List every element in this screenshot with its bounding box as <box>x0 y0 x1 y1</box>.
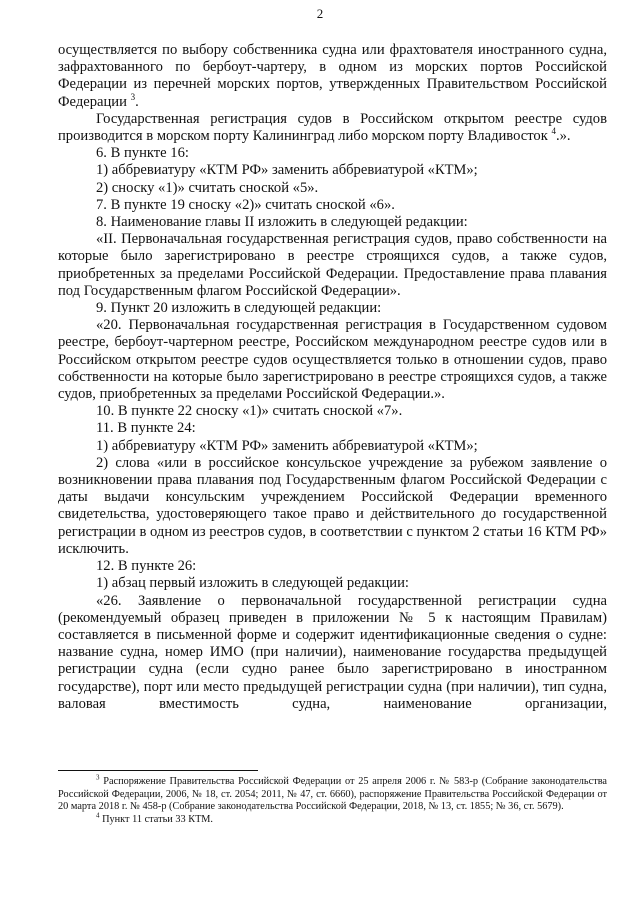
footnote-text: Распоряжение Правительства Российской Федерации от 25 апреля 2006 г. № 583-р (Собрание законодательства Российской Федерации, 2006, № 18, ст. 2054; 2011, № 47, ст. 6660), распоряжение Правительства Российской Федерации от 20 марта 2018 г. № 458-р (Собрание законодательства Российской Федерации, 2018, № 13, ст. 1855; № 36, ст. 5679). <box>58 776 607 813</box>
footnote-ref: 3 <box>130 91 136 102</box>
paragraph: 1) аббревиатуру «КТМ РФ» заменить аббревиатурой «КТМ»; <box>96 437 478 454</box>
paragraph: 1) абзац первый изложить в следующей редакции: <box>96 575 409 592</box>
paragraph-tail: . <box>135 93 139 110</box>
paragraph: «26. Заявление о первоначальной государственной регистрации судна (рекомендуемый образец приведен в приложении № 5 к настоящим Правилам) составляется в письменной форме и содержит идентификационные сведения о судне: название судна, номер ИМО (при наличии), наименование государства предыдущей регистрации судна (если судно ранее было зарегистрировано в иностранном государстве), порт или место предыдущей регистрации судна (при наличии), тип судна, валовая вместимость судна, наименование организации, <box>58 592 607 712</box>
footnote <box>58 773 607 814</box>
page-number: 2 <box>316 6 324 21</box>
document-body <box>58 42 607 713</box>
paragraph: 10. В пункте 22 сноску «1)» считать сноской «7». <box>96 403 403 420</box>
footnote-mark: 4 <box>96 811 100 820</box>
paragraph: «20. Первоначальная государственная регистрация в Государственном судовом реестре, бербоут-чартерном реестре, Российском международном реестре судов или в Российском открытом реестре судов осуществляется только в отношении судов, право собственности на которые было зарегистрировано в реестре строящихся судов, а также судов, приобретенных за пределами Российской Федерации.». <box>58 317 607 403</box>
paragraph <box>58 42 607 111</box>
paragraph: 7. В пункте 19 сноску «2)» считать сноской «6». <box>96 196 395 213</box>
paragraph: 2) сноску «1)» считать сноской «5». <box>96 179 319 196</box>
paragraph: 9. Пункт 20 изложить в следующей редакции: <box>96 300 382 317</box>
paragraph: 2) слова «или в российское консульское учреждение за рубежом заявление о возникновении права плавания под Государственным флагом Российской Федерации с даты выдачи консульским учреждением Российской Федерации временного свидетельства, удостоверяющего такое право и действительного до государственной регистрации в одном из реестров судов, в соответствии с пунктом 2 статьи 16 КТМ РФ» исключить. <box>58 454 607 557</box>
paragraph-text: осуществляется по выбору собственника судна или фрахтователя иностранного судна, зафрахтованного по бербоут-чартеру, в одном из морских портов Российской Федерации из перечней морских портов, утвержденных Правительством Российской Федерации <box>58 42 607 110</box>
paragraph: 12. В пункте 26: <box>96 558 197 575</box>
paragraph: 6. В пункте 16: <box>96 145 189 162</box>
footnote-divider <box>58 770 258 771</box>
footnotes <box>58 773 607 826</box>
footnote <box>58 811 607 827</box>
footnote-mark: 3 <box>96 773 100 782</box>
paragraph <box>58 111 607 145</box>
paragraph-tail: .». <box>555 128 571 145</box>
footnote-text: Пункт 11 статьи 33 КТМ. <box>102 813 214 825</box>
paragraph: «II. Первоначальная государственная регистрация судов, право собственности на которые было зарегистрировано в реестре строящихся судов, а также судов, приобретенных за пределами Российской Федерации. Предоставление права плавания под Государственным флагом Российской Федерации». <box>58 231 607 299</box>
paragraph: 11. В пункте 24: <box>96 420 196 437</box>
paragraph: 8. Наименование главы II изложить в следующей редакции: <box>96 214 468 231</box>
paragraph-text: Государственная регистрация судов в Российском открытом реестре судов производится в морском порту Калининград либо морском порту Владивосток <box>58 110 607 145</box>
paragraph: 1) аббревиатуру «КТМ РФ» заменить аббревиатурой «КТМ»; <box>96 162 478 179</box>
footnote-ref: 4 <box>551 126 556 137</box>
